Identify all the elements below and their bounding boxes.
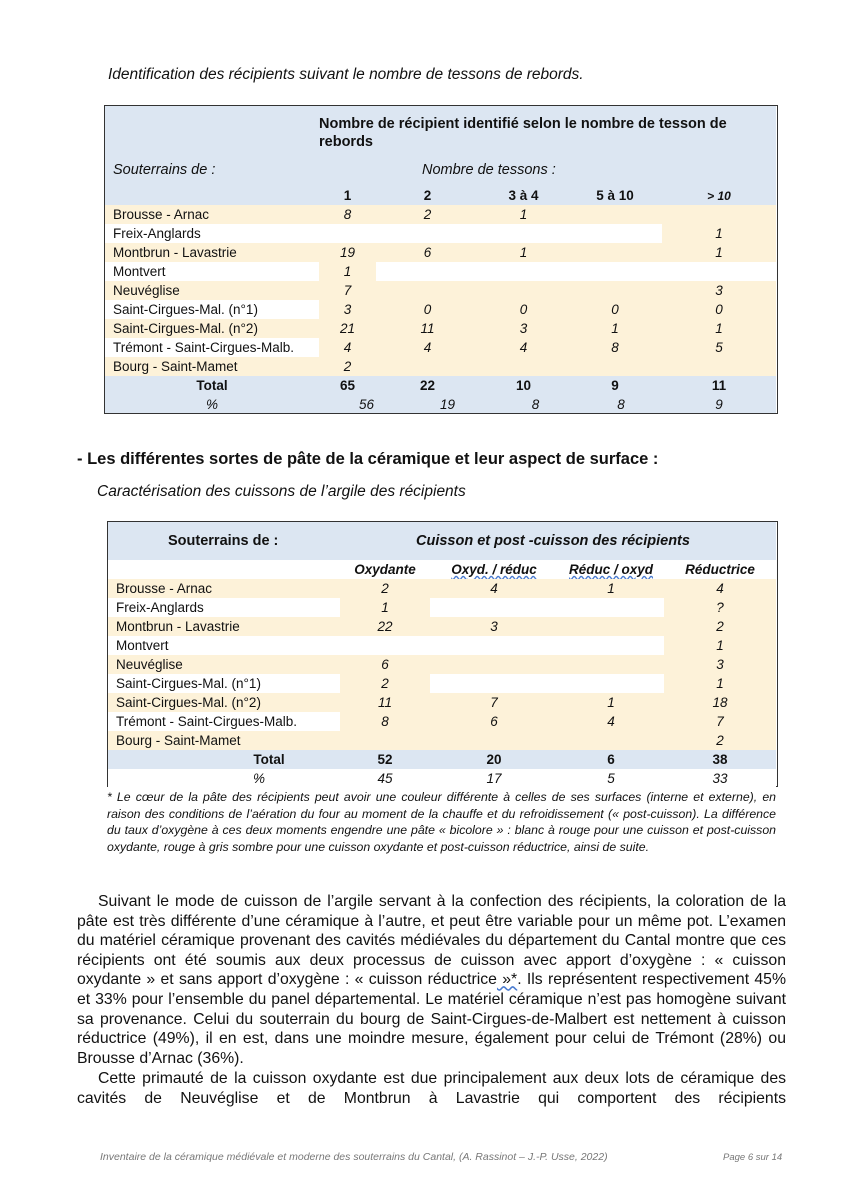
table2-caption: Caractérisation des cuissons de l’argile des récipients bbox=[97, 483, 466, 500]
table2-row-label: Souterrains de : bbox=[168, 533, 279, 549]
table1-cell bbox=[568, 205, 662, 224]
table2-cell bbox=[558, 636, 664, 655]
table1-cell bbox=[662, 262, 776, 281]
table2-cell: 2 bbox=[664, 731, 776, 750]
paragraph-1-end: . Ils représentent respectivement 45% et 33% pour l’ensemble du panel départemental. Le matériel céramique n’est pas homogène suivant sa provenance. Celui du souterrain du bourg de Saint-Cirgues-de-Malbert est nettement à cuisson réductrice (49%), il en est, dans une moindre mesure, également pour celui de Trémont (28%) ou Brousse d’Arnac (36%). bbox=[77, 971, 786, 1067]
table1-cell: 2 bbox=[376, 205, 479, 224]
table-firing-types bbox=[107, 521, 778, 787]
table2-row bbox=[108, 731, 776, 750]
table2-col-header: Oxydante bbox=[340, 560, 430, 579]
table1-site-name: Montbrun - Lavastrie bbox=[105, 243, 319, 262]
table1-col-header: 5 à 10 bbox=[596, 188, 634, 203]
table2-cell: 2 bbox=[340, 674, 430, 693]
table1-total-cell: 22 bbox=[419, 378, 436, 393]
table2-pct-cell: 33 bbox=[712, 770, 728, 786]
table1-cell bbox=[376, 224, 479, 243]
table2-site-name: Montbrun - Lavastrie bbox=[108, 617, 340, 636]
table1-site-name: Saint-Cirgues-Mal. (n°1) bbox=[105, 300, 319, 319]
footnote-marker: »* bbox=[496, 971, 518, 989]
table1-cell: 5 bbox=[662, 338, 776, 357]
table1-cell: 1 bbox=[662, 224, 776, 243]
table2-cell: 1 bbox=[558, 579, 664, 598]
paragraph-2: Cette primauté de la cuisson oxydante est due principalement aux deux lots de céramique des cavités de Neuvéglise et de Montbrun à Lavastrie qui comportent des récipients bbox=[77, 1070, 786, 1107]
table2-row bbox=[108, 693, 776, 712]
table2-cell: 1 bbox=[558, 693, 664, 712]
table1-cell: 1 bbox=[662, 319, 776, 338]
table2-site-name: Brousse - Arnac bbox=[108, 579, 340, 598]
table1-row bbox=[105, 300, 776, 319]
table1-site-name: Bourg - Saint-Mamet bbox=[105, 357, 319, 376]
table2-row bbox=[108, 579, 776, 598]
table2-cell bbox=[340, 731, 430, 750]
table1-site-name: Brousse - Arnac bbox=[105, 205, 319, 224]
table2-cell: 1 bbox=[340, 598, 430, 617]
table2-col-header: Réductrice bbox=[664, 560, 776, 579]
table1-col-header: 2 bbox=[423, 188, 432, 203]
table1-cell: 0 bbox=[479, 300, 568, 319]
table2-header-title: Cuisson et post -cuisson des récipients bbox=[416, 533, 690, 549]
table2-total-label: Total bbox=[253, 752, 285, 767]
table2-row bbox=[108, 617, 776, 636]
table2-cell: 4 bbox=[430, 579, 558, 598]
table1-cell bbox=[568, 243, 662, 262]
table2-cell bbox=[558, 674, 664, 693]
table1-total-cell: 65 bbox=[339, 378, 356, 393]
table2-site-name: Trémont - Saint-Cirgues-Malb. bbox=[108, 712, 340, 731]
table2-row bbox=[108, 674, 776, 693]
table1-cell: 2 bbox=[319, 357, 376, 376]
table2-cell: 7 bbox=[430, 693, 558, 712]
table2-col-header bbox=[558, 560, 664, 579]
table2-row bbox=[108, 712, 776, 731]
table1-cell: 0 bbox=[376, 300, 479, 319]
table1-cell: 8 bbox=[568, 338, 662, 357]
table2-site-name: Neuvéglise bbox=[108, 655, 340, 674]
table1-pct-cell: 56 bbox=[358, 396, 375, 412]
table1-site-name: Freix-Anglards bbox=[105, 224, 319, 243]
table1-cell: 4 bbox=[479, 338, 568, 357]
table1-row bbox=[105, 262, 776, 281]
table2-cell: 6 bbox=[430, 712, 558, 731]
table1-row bbox=[105, 319, 776, 338]
table1-cell bbox=[568, 281, 662, 300]
table2-cell: 3 bbox=[430, 617, 558, 636]
table2-total-cell: 20 bbox=[486, 752, 502, 767]
table1-site-name: Montvert bbox=[105, 262, 319, 281]
table2-site-name: Freix-Anglards bbox=[108, 598, 340, 617]
table1-cell bbox=[376, 281, 479, 300]
table2-cell: 11 bbox=[340, 693, 430, 712]
table2-cell: 6 bbox=[340, 655, 430, 674]
paragraph-1 bbox=[77, 892, 786, 1068]
table1-cell: 3 bbox=[662, 281, 776, 300]
table1-cell bbox=[479, 357, 568, 376]
table1-sub-header: Nombre de tessons : bbox=[422, 162, 556, 178]
table2-pct-cell: 17 bbox=[486, 770, 502, 786]
table2-pct-cell: 5 bbox=[607, 770, 615, 786]
table1-cell: 3 bbox=[479, 319, 568, 338]
table2-cell bbox=[430, 655, 558, 674]
table2-cell: 1 bbox=[664, 636, 776, 655]
table1-cell bbox=[376, 262, 479, 281]
table2-cell bbox=[430, 674, 558, 693]
table1-col-header: 1 bbox=[343, 188, 352, 203]
table1-cell: 6 bbox=[376, 243, 479, 262]
table1-row bbox=[105, 243, 776, 262]
table2-cell bbox=[558, 617, 664, 636]
table1-total-label: Total bbox=[196, 378, 228, 393]
table2-cell: 4 bbox=[664, 579, 776, 598]
table2-cell: 3 bbox=[664, 655, 776, 674]
table1-cell: 1 bbox=[479, 205, 568, 224]
table2-cell: ? bbox=[664, 598, 776, 617]
footnote: * Le cœur de la pâte des récipients peut avoir une couleur différente à celles de ses surfaces (interne et externe), en raison des conditions de l’aération du four au moment de la chauffe et du refroidissement (« post-cuisson). La différence du taux d’oxygène à ces deux moments engendre une pâte « bicolore » : blanc à rouge pour une cuisson et post-cuisson oxydante, rouge à gris sombre pour une cuisson oxydante et post-cuisson réductrice, ainsi de suite. bbox=[107, 790, 776, 854]
table1-row bbox=[105, 224, 776, 243]
table1-header-title: Nombre de récipient identifié selon le nombre de tesson de rebords bbox=[319, 116, 727, 150]
table1-site-name: Trémont - Saint-Cirgues-Malb. bbox=[105, 338, 319, 357]
table1-col-header: > 10 bbox=[707, 188, 731, 203]
table1-cell: 1 bbox=[662, 243, 776, 262]
table1-cell bbox=[662, 357, 776, 376]
table1-cell bbox=[319, 224, 376, 243]
table1-row bbox=[105, 338, 776, 357]
table1-row bbox=[105, 205, 776, 224]
table2-pct-label: % bbox=[252, 770, 265, 786]
table2-cell: 7 bbox=[664, 712, 776, 731]
table1-pct-cell: 8 bbox=[617, 396, 625, 412]
table2-cell bbox=[558, 598, 664, 617]
table1-row bbox=[105, 357, 776, 376]
table1-site-name: Saint-Cirgues-Mal. (n°2) bbox=[105, 319, 319, 338]
table2-col-header bbox=[430, 560, 558, 579]
table1-total-cell: 9 bbox=[611, 378, 619, 393]
table1-cell bbox=[662, 205, 776, 224]
table-recipients-by-rim-count bbox=[104, 105, 778, 414]
table1-cell bbox=[376, 357, 479, 376]
table1-row-label: Souterrains de : bbox=[113, 162, 216, 178]
table2-row bbox=[108, 636, 776, 655]
table2-pct-cell: 45 bbox=[377, 770, 393, 786]
footer-citation: Inventaire de la céramique médiévale et moderne des souterrains du Cantal, (A. Rassinot – J.-P. Usse, 2022) bbox=[100, 1151, 608, 1163]
table1-cell bbox=[479, 262, 568, 281]
table1-total-cell: 11 bbox=[711, 378, 727, 393]
table2-site-name: Bourg - Saint-Mamet bbox=[108, 731, 340, 750]
table1-caption: Identification des récipients suivant le nombre de tessons de rebords. bbox=[108, 66, 584, 83]
table1-cell: 4 bbox=[376, 338, 479, 357]
table2-col-header-text: Réduc / oxyd bbox=[568, 562, 654, 577]
table1-cell bbox=[479, 224, 568, 243]
table2-cell bbox=[558, 731, 664, 750]
table2-cell: 22 bbox=[340, 617, 430, 636]
table1-cell: 8 bbox=[319, 205, 376, 224]
table2-cell: 18 bbox=[664, 693, 776, 712]
table2-cell bbox=[558, 655, 664, 674]
table2-cell bbox=[430, 636, 558, 655]
table2-row bbox=[108, 655, 776, 674]
table1-cell: 1 bbox=[319, 262, 376, 281]
table1-pct-label: % bbox=[205, 396, 218, 412]
table1-cell: 19 bbox=[319, 243, 376, 262]
table2-cell: 2 bbox=[340, 579, 430, 598]
paragraph-1-start: Suivant le mode de cuisson de l’argile servant à la confection des récipients, la coloration de la pâte est très différente d’une céramique à l’autre, et peut être variable pour un même pot. L’examen du matériel céramique provenant des cavités médiévales du département du Cantal montre que ces récipients ont été soumis aux deux processus de cuisson avec apport d’oxygène : « cuisson oxydante » et sans apport d’oxygène : « cuisson réductrice bbox=[77, 893, 786, 989]
table2-total-cell: 6 bbox=[607, 752, 615, 767]
table1-cell bbox=[568, 357, 662, 376]
table1-cell: 4 bbox=[319, 338, 376, 357]
table2-cell bbox=[430, 731, 558, 750]
table2-cell: 1 bbox=[664, 674, 776, 693]
footer-page-number: Page 6 sur 14 bbox=[723, 1152, 783, 1163]
table1-cell: 1 bbox=[479, 243, 568, 262]
table1-cell bbox=[568, 224, 662, 243]
table2-col-header-text: Oxyd. / réduc bbox=[451, 562, 537, 577]
table1-cell: 11 bbox=[376, 319, 479, 338]
table2-total-cell: 38 bbox=[712, 752, 728, 767]
table1-pct-cell: 9 bbox=[715, 396, 723, 412]
table2-cell: 4 bbox=[558, 712, 664, 731]
table2-row bbox=[108, 598, 776, 617]
table2-cell: 2 bbox=[664, 617, 776, 636]
table1-cell: 7 bbox=[319, 281, 376, 300]
table1-row bbox=[105, 281, 776, 300]
table1-col-header: 3 à 4 bbox=[508, 188, 539, 203]
table1-cell bbox=[568, 262, 662, 281]
table2-cell bbox=[430, 598, 558, 617]
table1-cell: 1 bbox=[568, 319, 662, 338]
table1-pct-cell: 8 bbox=[531, 396, 540, 412]
table1-cell: 0 bbox=[662, 300, 776, 319]
table1-cell bbox=[479, 281, 568, 300]
table2-site-name: Saint-Cirgues-Mal. (n°2) bbox=[108, 693, 340, 712]
table1-total-cell: 10 bbox=[515, 378, 532, 393]
table1-cell: 3 bbox=[319, 300, 376, 319]
section-heading: - Les différentes sortes de pâte de la céramique et leur aspect de surface : bbox=[77, 450, 659, 468]
table2-cell bbox=[340, 636, 430, 655]
table2-total-cell: 52 bbox=[377, 752, 393, 767]
table2-site-name: Montvert bbox=[108, 636, 340, 655]
table2-site-name: Saint-Cirgues-Mal. (n°1) bbox=[108, 674, 340, 693]
table1-pct-cell: 19 bbox=[439, 396, 456, 412]
table1-cell: 0 bbox=[568, 300, 662, 319]
table2-cell: 8 bbox=[340, 712, 430, 731]
table1-cell: 21 bbox=[319, 319, 376, 338]
table1-site-name: Neuvéglise bbox=[105, 281, 319, 300]
